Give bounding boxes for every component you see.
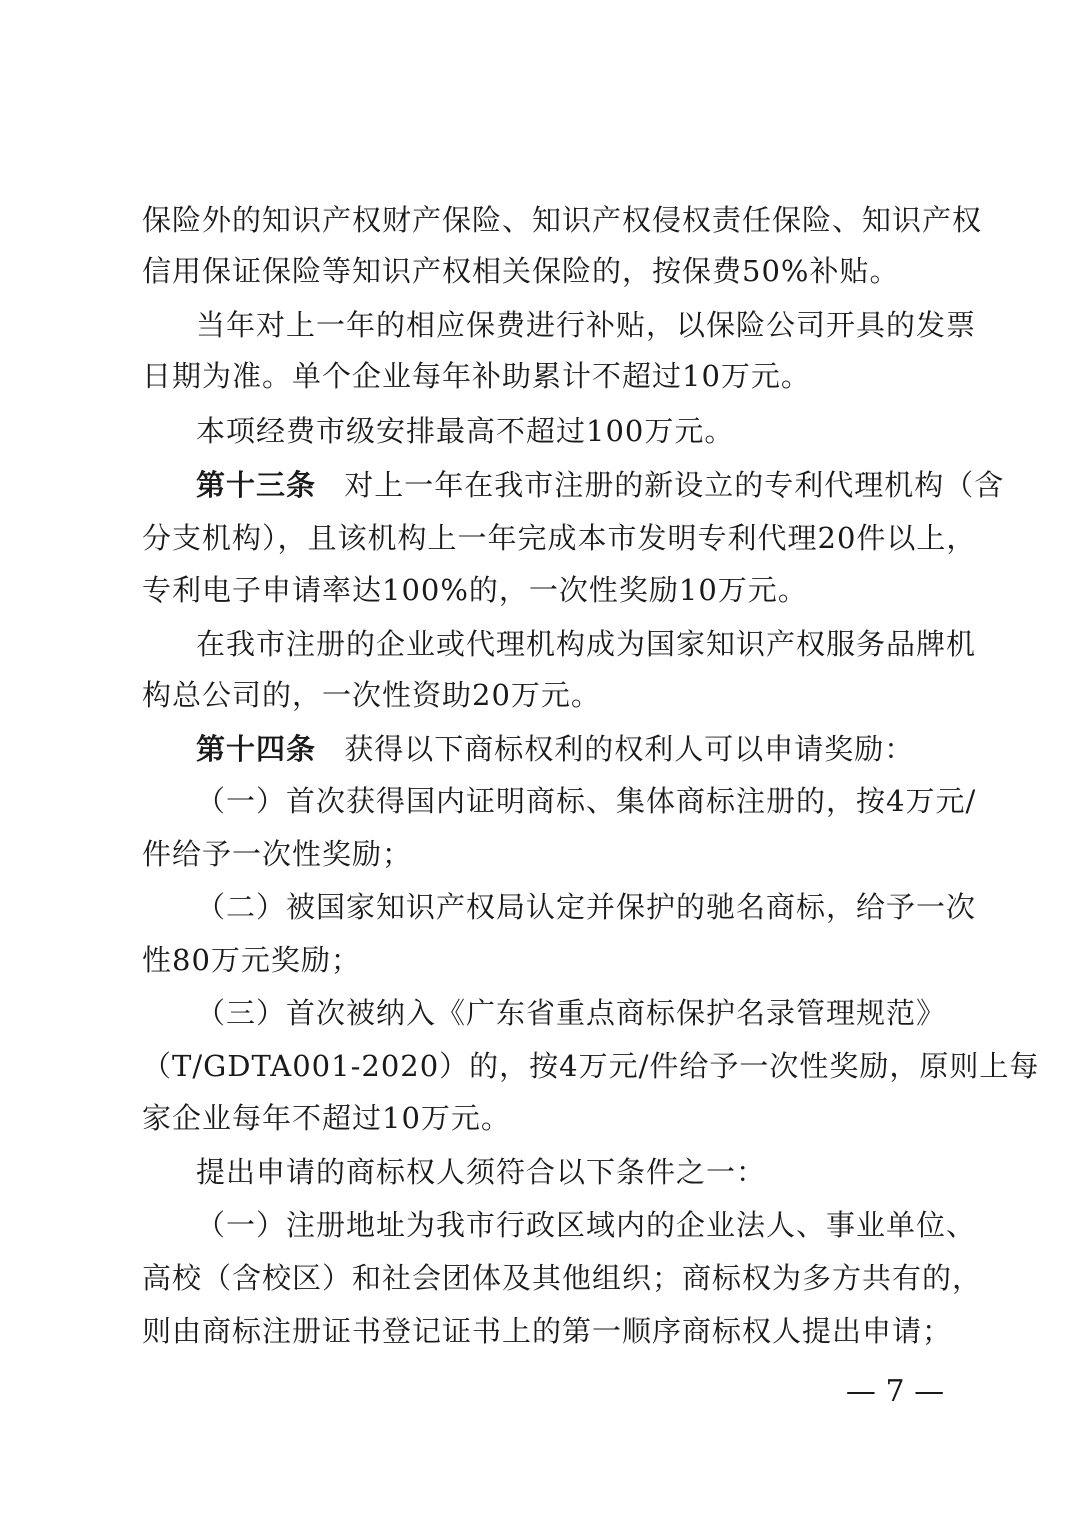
- text-line: 性80万元奖励；: [142, 943, 361, 977]
- text-line: 则由商标注册证书登记证书上的第一顺序商标权人提出申请；: [142, 1314, 953, 1348]
- article-13-label: 第十三条: [196, 468, 317, 502]
- text-line: 件给予一次性奖励；: [142, 837, 413, 871]
- text-line: 信用保证保险等知识产权相关保险的，按保费50%补贴。: [142, 254, 900, 288]
- article-13-first-line: [196, 465, 1005, 505]
- text-line: 当年对上一年的相应保费进行补贴，以保险公司开具的发票: [196, 308, 977, 342]
- article-14-first-line: [196, 729, 942, 769]
- text-line: 分支机构），且该机构上一年完成本市发明专利代理20件以上，: [142, 521, 977, 555]
- text-line: 日期为准。单个企业每年补助累计不超过10万元。: [142, 359, 811, 393]
- text-line: （一）注册地址为我市行政区域内的企业法人、事业单位、: [196, 1208, 977, 1242]
- text-line: （二）被国家知识产权局认定并保护的驰名商标，给予一次: [196, 890, 977, 924]
- text-line: （一）首次获得国内证明商标、集体商标注册的，按4万元/: [196, 784, 977, 818]
- text-line: （三）首次被纳入《广东省重点商标保护名录管理规范》: [196, 996, 947, 1030]
- text-line: 提出申请的商标权人须符合以下条件之一：: [196, 1155, 767, 1189]
- text-line: 高校（含校区）和社会团体及其他组织；商标权为多方共有的，: [142, 1261, 983, 1295]
- text-line: 获得以下商标权利的权利人可以申请奖励：: [344, 732, 915, 766]
- text-line: 专利电子申请率达100%的，一次性奖励10万元。: [142, 573, 808, 607]
- text-line: （T/GDTA001-2020）的，按4万元/件给予一次性奖励，原则上每: [142, 1049, 1040, 1083]
- text-line: 在我市注册的企业或代理机构成为国家知识产权服务品牌机: [196, 627, 977, 661]
- article-14-label: 第十四条: [196, 732, 317, 766]
- text-line: 家企业每年不超过10万元。: [142, 1101, 511, 1135]
- text-line: 构总公司的，一次性资助20万元。: [142, 678, 601, 712]
- page-number: — 7 —: [845, 1374, 945, 1409]
- text-line: 本项经费市级安排最高不超过100万元。: [196, 414, 735, 448]
- text-line: 对上一年在我市注册的新设立的专利代理机构（含: [344, 468, 1005, 502]
- text-line: 保险外的知识产权财产保险、知识产权侵权责任保险、知识产权: [142, 203, 983, 237]
